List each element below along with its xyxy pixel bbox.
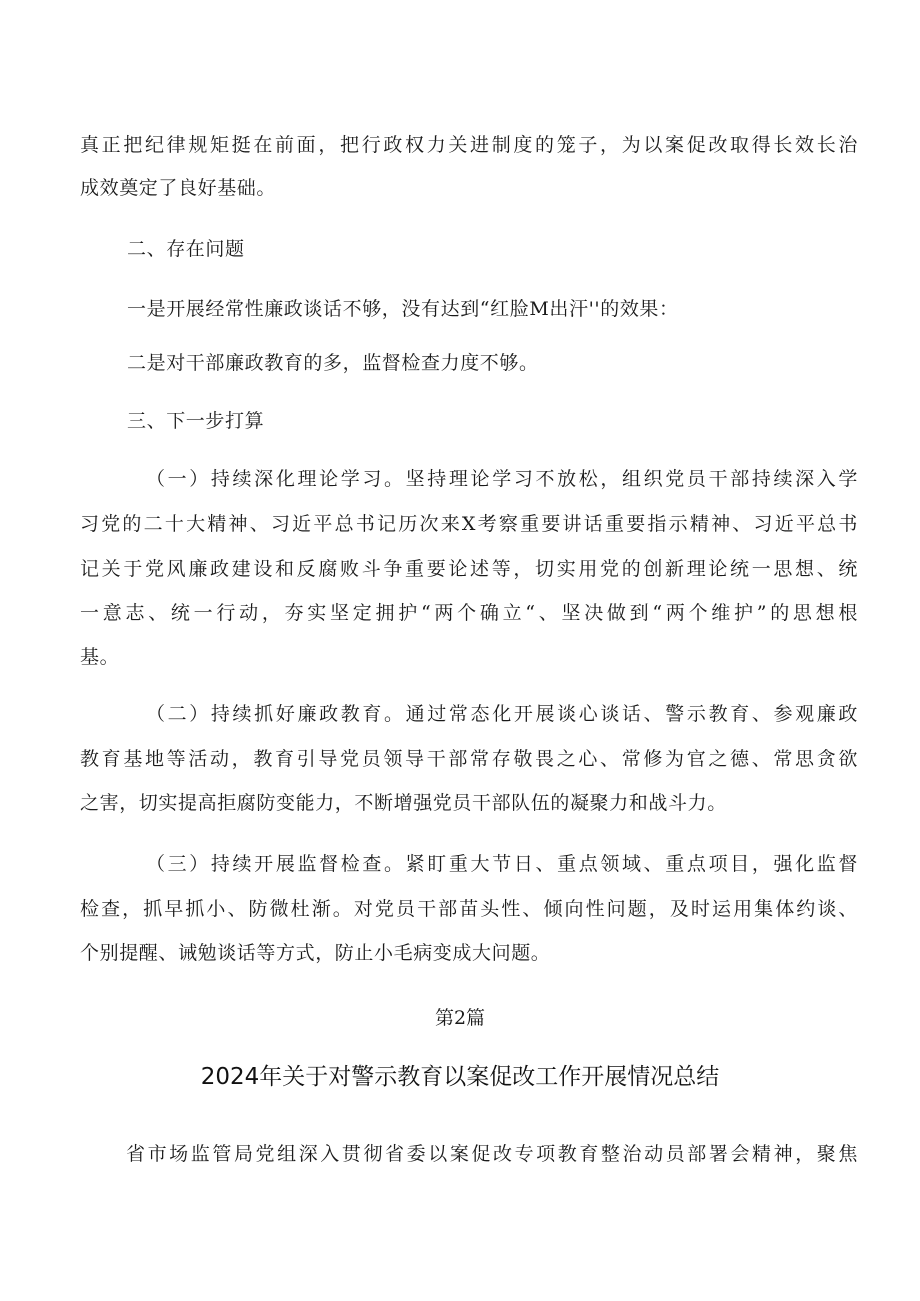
body-line: 成效奠定了良好基础。	[80, 177, 277, 199]
body-line: （一）持续深化理论学习。坚持理论学习不放松，组织党员干部持续深入学	[146, 468, 858, 490]
body-line: 一意志、统一行动，夯实坚定拥护“两个确立“、坚决做到“两个维护”的思想根	[80, 602, 858, 624]
body-line: （三）持续开展监督检查。紧盯重大节日、重点领域、重点项目，强化监督	[146, 853, 858, 875]
section-heading: 三、下一步打算	[127, 410, 265, 432]
body-line: 记关于党风廉政建设和反腐败斗争重要论述等，切实用党的创新理论统一思想、统	[80, 558, 858, 580]
body-line: 二是对干部廉政教育的多，监督检查力度不够。	[127, 352, 539, 374]
section-heading: 二、存在问题	[127, 238, 245, 260]
body-line: 习党的二十大精神、习近平总书记历次来X考察重要讲话重要指示精神、习近平总书	[80, 513, 858, 535]
document-title: 2024年关于对警示教育以案促改工作开展情况总结	[200, 1064, 720, 1090]
body-line: 省市场监管局党组深入贯彻省委以案促改专项教育整治动员部署会精神，聚焦	[126, 1143, 858, 1165]
body-line: 之害，切实提高拒腐防变能力，不断增强党员干部队伍的凝聚力和战斗力。	[80, 792, 727, 814]
body-line: 检查，抓早抓小、防微杜渐。对党员干部苗头性、倾向性问题，及时运用集体约谈、	[80, 898, 858, 920]
body-line: （二）持续抓好廉政教育。通过常态化开展谈心谈话、警示教育、参观廉政	[146, 703, 858, 725]
body-line: 教育基地等活动，教育引导党员领导干部常存敬畏之心、常修为官之德、常思贪欲	[80, 748, 858, 770]
body-line: 一是开展经常性廉政谈话不够，没有达到“红脸M出汗''的效果：	[127, 298, 679, 320]
body-line: 基。	[80, 646, 120, 668]
part-label: 第2篇	[434, 1007, 486, 1029]
body-line: 真正把纪律规矩挺在前面，把行政权力关进制度的笼子，为以案促改取得长效长治	[80, 134, 858, 156]
body-line: 个别提醒、诫勉谈话等方式，防止小毛病变成大问题。	[80, 942, 551, 964]
